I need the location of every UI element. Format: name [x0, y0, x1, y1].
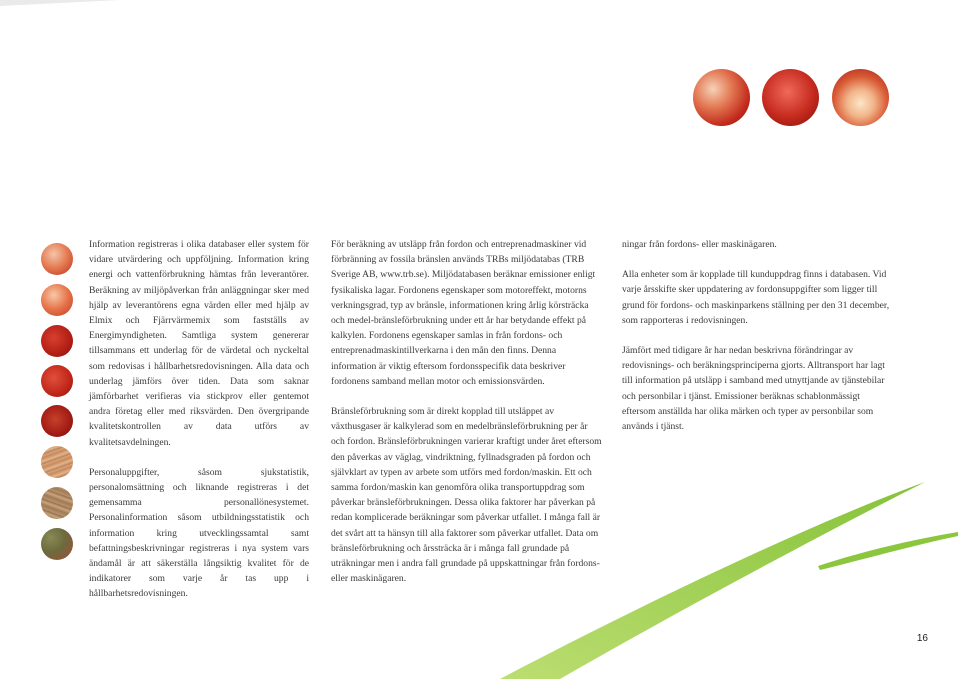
apple-photo: [762, 69, 819, 126]
apple-thumbnail: [41, 405, 73, 437]
apple-thumbnail: [41, 325, 73, 357]
text-column-left: [89, 237, 309, 617]
apple-flesh-photo: [832, 69, 889, 126]
paragraph: Information registreras i olika databaser eller system för vidare utvärdering och uppföljning. Information kring energi och vattenförbrukning hämtas från leverantörer. Beräkning av miljöpåverkan från anläggningar sker med hjälp av leverantörens egna värden eller med hjälp av Elmix och Fjärrvärmemix som fastställs av Energimyndigheten. Samtliga system genererar tillsammans ett underlag för de värdetal och nyckeltal som redovisas i hållbarhetsredovisningen. Alla data och underlag jämförs över tiden. Data som saknar jämförbarhet verifieras via stickprov eller gentemot andra företag eller med riksvärden. Den övergripande kvalitetskontrollen av data utförs av kvalitetsavdelningen.: [89, 239, 309, 448]
page-number: 16: [916, 633, 928, 644]
wood-texture-thumbnail: [41, 487, 73, 519]
paragraph: Alla enheter som är kopplade till kunduppdrag finns i databasen. Vid varje årsskifte sker uppdatering av fordonsuppgifter som ligger till grund för fordons- och maskinparkens ställning per den 31 december, som rapporteras i redovisningen.: [622, 269, 890, 326]
paragraph: Bränsleförbrukning som är direkt kopplad till utsläppet av växthusgaser är kalkylerad som en medelbränsleförbrukning per år och fordon. Bränsleförbrukningen varierar kraftigt under året eftersom den påverkas av väglag, vindriktning, fyllnadsgraden på fordon och självklart av typen av arbete som utförs med fordon/maskin. Ett och samma fordon/maskin kan genomföra olika transportuppdrag som påverkar bränsleförbrukningen. Dessa olika faktorer har påverkan på redan komplicerade beräkningar som påverkar utfallet. I många fall är det svårt att ta hänsyn till alla faktorer som påverkar utfallet. Data om bränsleförbrukning och årssträcka är i många fall grundade på uträkningar men i andra fall grundade på uppskattningar från fordons- eller maskinägaren.: [331, 406, 602, 585]
paragraph: ningar från fordons- eller maskinägaren.: [622, 239, 777, 250]
text-column-right: [622, 237, 890, 449]
text-column-middle: [331, 237, 603, 601]
apple-slice-photo: [693, 69, 750, 126]
apple-thumbnail: [41, 243, 73, 275]
wood-texture-thumbnail: [41, 446, 73, 478]
paragraph: För beräkning av utsläpp från fordon och entreprenadmaskiner vid förbränning av fossila bränslen används TRBs miljödatabas (TRB Sverige AB, www.trb.se). Miljödatabasen beräknar emissioner enligt fysikaliska lagar. Fordonens egenskaper som motoreffekt, motorns verkningsgrad, typ av bränsle, informationen kring årlig körsträcka och medel-bränsleförbrukning under ett år har betydande effekt på kalkylen. Fordonens egenskaper samlas in från fordons- och entreprenadmaskintillverkarna i den mån den finns. Denna information är viktig eftersom fordonsspecifik data beskriver fordonens samband mellan motor och emissionsvärden.: [331, 239, 596, 387]
bark-texture-thumbnail: [41, 528, 73, 560]
paragraph: Jämfört med tidigare år har nedan beskrivna förändringar av redovisnings- och beräkningsprinciperna gjorts. Alltransport har lagt till information på utsläpp i samband med utnyttjande av tjänstebilar och personbilar i tjänst. Emissioner beräknas schablonmässigt eftersom anställda har olika märken och typer av personbilar som används i tjänst.: [622, 345, 885, 433]
paragraph: Personaluppgifter, såsom sjukstatistik, personalomsättning och liknande registreras i det gemensamma personallönesystemet. Personalinformation såsom utbildningsstatistik och information kring utvecklingssamtal samt befattningsbeskrivningar registreras i nya system vars ändamål är att säkerställa långsiktig kvalitet för de indikatorer som varje år tas upp i hållbarhetsredovisningen.: [89, 466, 309, 600]
apple-thumbnail: [41, 284, 73, 316]
apple-thumbnail: [41, 365, 73, 397]
